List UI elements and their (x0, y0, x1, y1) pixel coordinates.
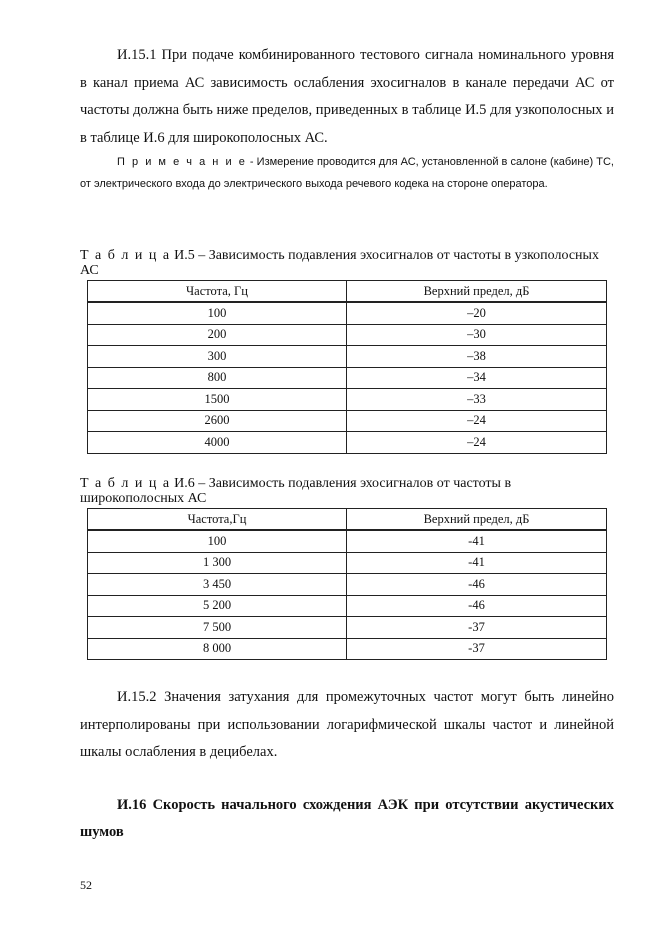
page-number: 52 (80, 878, 92, 892)
table-row (88, 638, 607, 660)
column-header-frequency: Частота, Гц (88, 281, 347, 303)
table6-caption-label: Т а б л и ц а (80, 476, 171, 491)
note-label: П р и м е ч а н и е (117, 156, 247, 168)
cell-limit: -46 (347, 595, 607, 617)
table-row (88, 302, 607, 324)
table-header-row (88, 281, 607, 303)
column-header-frequency: Частота,Гц (88, 509, 347, 531)
cell-frequency: 100 (88, 530, 347, 552)
column-header-limit: Верхний предел, дБ (347, 509, 607, 531)
table-row (88, 530, 607, 552)
cell-limit: -41 (347, 552, 607, 574)
cell-frequency: 8 000 (88, 638, 347, 660)
cell-frequency: 300 (88, 346, 347, 368)
table-row (88, 389, 607, 411)
cell-limit: –24 (347, 410, 607, 432)
cell-frequency: 3 450 (88, 574, 347, 596)
cell-frequency: 200 (88, 324, 347, 346)
cell-limit: –24 (347, 432, 607, 454)
cell-limit: –38 (347, 346, 607, 368)
cell-frequency: 1 300 (88, 552, 347, 574)
cell-frequency: 1500 (88, 389, 347, 411)
table5-caption-text: И.5 – Зависимость подавления эхосигналов от частоты в узкополосных АС (80, 248, 599, 278)
table6-caption-text: И.6 – Зависимость подавления эхосигналов от частоты в широкополосных АС (80, 476, 512, 506)
cell-frequency: 100 (88, 302, 347, 324)
table-row (88, 552, 607, 574)
cell-frequency: 800 (88, 367, 347, 389)
table5 (87, 280, 607, 454)
note-text: - Измерение проводится для АС, установленной в салоне (кабине) ТС, от электрического входа до электрического выхода речевого кодека на стороне оператора. (80, 156, 614, 190)
table-row (88, 324, 607, 346)
table-header-row (88, 509, 607, 531)
table-row (88, 367, 607, 389)
table5-caption (80, 248, 614, 278)
table-row (88, 410, 607, 432)
table5-caption-label: Т а б л и ц а (80, 248, 171, 263)
cell-frequency: 2600 (88, 410, 347, 432)
table-row (88, 346, 607, 368)
cell-frequency: 7 500 (88, 617, 347, 639)
note (80, 151, 614, 195)
cell-frequency: 5 200 (88, 595, 347, 617)
table-row (88, 617, 607, 639)
table-row (88, 432, 607, 454)
cell-limit: -37 (347, 638, 607, 660)
table-row (88, 595, 607, 617)
cell-frequency: 4000 (88, 432, 347, 454)
column-header-limit: Верхний предел, дБ (347, 281, 607, 303)
paragraph-15-1: И.15.1 При подаче комбинированного тестового сигнала номинального уровня в канал приема АС зависимость ослабления эхосигналов в канале передачи АС от частоты должна быть ниже пределов, приведенных в таблице И.5 для узкополосных и в таблице И.6 для широкополосных АС. (80, 47, 614, 146)
section-heading-16: И.16 Скорость начального схождения АЭК при отсутствии акустических шумов (80, 797, 614, 840)
cell-limit: –34 (347, 367, 607, 389)
cell-limit: –33 (347, 389, 607, 411)
table6 (87, 508, 607, 660)
paragraph-15-2: И.15.2 Значения затухания для промежуточных частот могут быть линейно интерполированы при использовании логарифмической шкалы частот и линейной шкалы ослабления в децибелах. (80, 689, 614, 760)
cell-limit: –20 (347, 302, 607, 324)
cell-limit: -37 (347, 617, 607, 639)
cell-limit: -41 (347, 530, 607, 552)
table-row (88, 574, 607, 596)
cell-limit: -46 (347, 574, 607, 596)
cell-limit: –30 (347, 324, 607, 346)
table6-caption (80, 476, 614, 506)
